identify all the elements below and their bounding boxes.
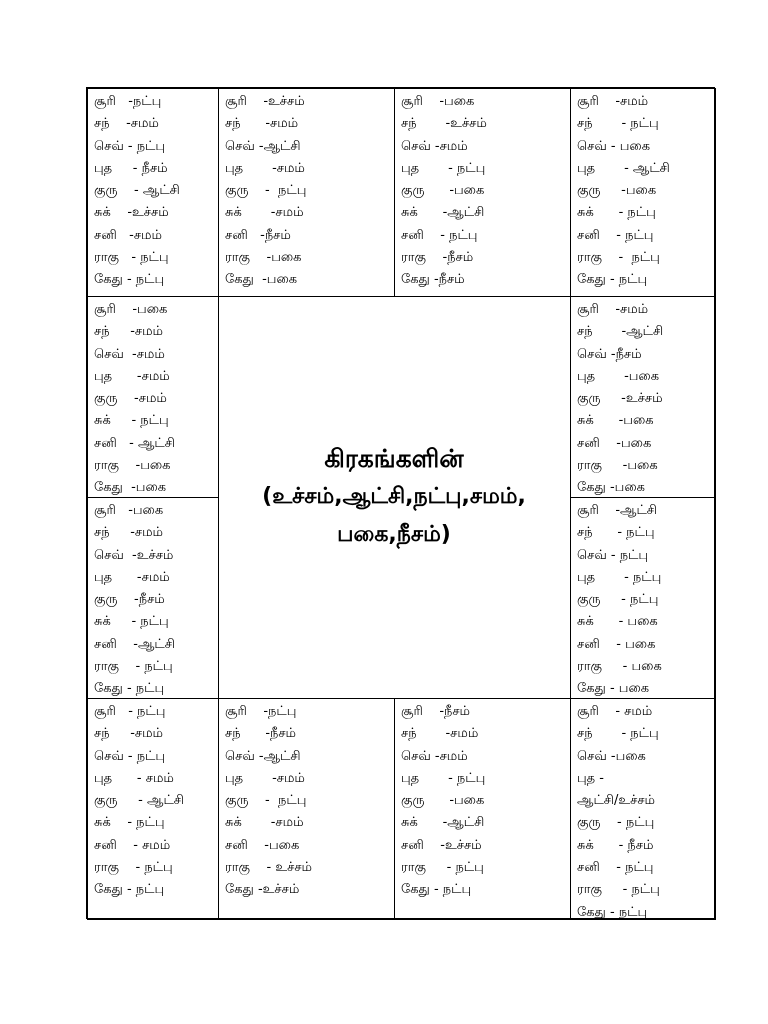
planet-status-line: சுக் - நட்பு bbox=[94, 815, 165, 831]
planet-status-line: செவ் -பகை bbox=[577, 748, 646, 764]
planet-status-line: செவ் -சமம் bbox=[94, 346, 165, 362]
planet-status-line: சனி - நட்பு bbox=[577, 860, 654, 876]
house-cell bbox=[570, 296, 716, 498]
planet-status-line: சனி -பகை bbox=[577, 435, 652, 451]
planet-status-line: கேது - நட்பு bbox=[577, 904, 648, 920]
planet-status-line: சூரி -நீசம் bbox=[401, 704, 471, 719]
rasi-chart bbox=[86, 87, 715, 919]
planet-status-line: சூரி -நட்பு bbox=[94, 94, 162, 109]
planet-status-line: சனி -பகை bbox=[225, 837, 300, 853]
planet-status-line: சந் -நீசம் bbox=[225, 726, 297, 742]
planet-status-line: செவ் -ஆட்சி bbox=[225, 138, 301, 154]
planet-status-line: புத - நட்பு bbox=[401, 160, 486, 176]
planet-status-line: ராகு -பகை bbox=[577, 458, 658, 474]
planet-status-line: சூரி - நட்பு bbox=[94, 704, 166, 719]
planet-status-line: சனி - நட்பு bbox=[401, 227, 478, 243]
planet-status-line: சுக் - நட்பு bbox=[94, 413, 169, 429]
planet-status-line: குரு - ஆட்சி bbox=[94, 183, 180, 199]
planet-status-line: சனி -சமம் bbox=[94, 227, 162, 243]
chart-subtitle-line2: பகை,நீசம்) bbox=[337, 522, 451, 547]
planet-status-line: சுக் - பகை bbox=[577, 614, 658, 630]
planet-status-line: சனி - சமம் bbox=[94, 837, 171, 853]
planet-status-line: சந் -ஆட்சி bbox=[577, 324, 664, 340]
house-cell bbox=[570, 88, 716, 297]
planet-status-line: சூரி -சமம் bbox=[577, 302, 649, 317]
planet-status-line: சூரி -நட்பு bbox=[225, 704, 297, 719]
planet-status-line: சனி -உச்சம் bbox=[401, 837, 482, 853]
house-cell bbox=[218, 88, 395, 297]
planet-status-line: சுக் - நட்பு bbox=[577, 205, 656, 221]
planet-status-line: செவ் - நட்பு bbox=[94, 748, 166, 764]
planet-status-line: குரு -உச்சம் bbox=[577, 391, 663, 407]
planet-status-line: புத - ஆட்சி bbox=[577, 160, 670, 176]
planet-status-line: குரு -பகை bbox=[577, 183, 657, 199]
planet-status-line: புத - நட்பு bbox=[401, 770, 486, 786]
planet-status-line: புத -சமம் bbox=[225, 770, 305, 786]
planet-status-line: செவ் - பகை bbox=[577, 138, 651, 154]
planet-status-line: செவ் - நட்பு bbox=[577, 547, 649, 563]
planet-status-line: புத - நீசம் bbox=[94, 160, 168, 176]
planet-status-line: செவ் - நட்பு bbox=[94, 138, 166, 154]
planet-status-line: கேது - நட்பு bbox=[94, 882, 165, 898]
planet-status-line: சனி - பகை bbox=[577, 636, 656, 652]
planet-status-line: சூரி -உச்சம் bbox=[225, 94, 305, 109]
planet-status-line: குரு -சமம் bbox=[94, 391, 167, 407]
planet-status-line: புத -பகை bbox=[577, 368, 660, 384]
planet-status-line: சூரி -பகை bbox=[401, 94, 475, 109]
planet-status-line: சனி -ஆட்சி bbox=[94, 636, 175, 652]
planet-status-line: ராகு - நட்பு bbox=[401, 860, 484, 876]
planet-status-line: கேது -பகை bbox=[94, 480, 167, 496]
planet-status-line: சுக் -உச்சம் bbox=[94, 205, 169, 221]
planet-status-line: ராகு - நட்பு bbox=[577, 250, 660, 266]
planet-status-line: ராகு - பகை bbox=[577, 659, 662, 675]
planet-status-line: கேது - நட்பு bbox=[94, 272, 165, 288]
planet-status-line: குரு -நீசம் bbox=[94, 592, 165, 608]
house-cell bbox=[87, 296, 219, 498]
planet-status-line: செவ் -நீசம் bbox=[577, 346, 642, 362]
planet-status-line: செவ் -சமம் bbox=[401, 748, 468, 764]
planet-status-line: புத -சமம் bbox=[94, 569, 170, 585]
planet-status-line: சந் -சமம் bbox=[401, 726, 479, 742]
planet-status-line: சூரி - சமம் bbox=[577, 704, 653, 719]
planet-status-line: சந் -சமம் bbox=[225, 116, 299, 132]
planet-status-line: ராகு - உச்சம் bbox=[225, 860, 312, 876]
planet-status-line: குரு - நட்பு bbox=[577, 815, 655, 831]
planet-status-line: சனி -நீசம் bbox=[225, 227, 291, 243]
house-cell bbox=[394, 88, 571, 297]
planet-status-line: சூரி -பகை bbox=[94, 503, 164, 518]
planet-status-line: ராகு - நட்பு bbox=[94, 250, 169, 266]
planet-status-line: சந் -சமம் bbox=[94, 324, 164, 340]
planet-status-line: சந் -சமம் bbox=[94, 525, 164, 541]
planet-status-line: புத - சமம் bbox=[94, 770, 174, 786]
chart-title: கிரகங்களின் bbox=[324, 444, 464, 473]
house-cell bbox=[570, 698, 716, 920]
planet-status-line: சுக் -ஆட்சி bbox=[401, 205, 485, 221]
planet-status-line: கேது -பகை bbox=[225, 272, 298, 288]
planet-status-line: சூரி -ஆட்சி bbox=[577, 503, 657, 518]
planet-status-line: சந் -உச்சம் bbox=[401, 116, 487, 132]
planet-status-line: கேது -உச்சம் bbox=[225, 882, 300, 898]
planet-status-line: ராகு -நீசம் bbox=[401, 250, 474, 266]
planet-status-line: சந் - நட்பு bbox=[577, 726, 659, 742]
planet-status-line: சூரி -சமம் bbox=[577, 94, 649, 109]
planet-status-line: சுக் -சமம் bbox=[225, 815, 304, 831]
planet-status-line: சூரி -பகை bbox=[94, 302, 168, 317]
house-cell bbox=[218, 698, 395, 920]
planet-status-line: ராகு - நட்பு bbox=[94, 659, 173, 675]
house-cell bbox=[87, 88, 219, 297]
planet-status-line: குரு - நட்பு bbox=[225, 183, 307, 199]
planet-status-line: புத - நட்பு bbox=[577, 569, 662, 585]
planet-status-line: கேது - பகை bbox=[577, 681, 650, 697]
planet-status-line: சந் -சமம் bbox=[94, 726, 164, 742]
planet-status-line: குரு -பகை bbox=[401, 793, 485, 809]
planet-status-line: சுக் -பகை bbox=[577, 413, 654, 429]
house-cell bbox=[87, 497, 219, 699]
chart-title-box bbox=[218, 296, 570, 698]
planet-status-line: சுக் - நட்பு bbox=[94, 614, 169, 630]
planet-status-line: கேது -பகை bbox=[577, 480, 645, 496]
planet-status-line: ராகு -பகை bbox=[94, 458, 171, 474]
house-cell bbox=[570, 497, 716, 699]
planet-status-line: கேது -நீசம் bbox=[401, 272, 465, 288]
planet-status-line: செவ் -ஆட்சி bbox=[225, 748, 301, 764]
planet-status-line: குரு - ஆட்சி bbox=[94, 793, 184, 809]
planet-status-line: கேது - நட்பு bbox=[577, 272, 648, 288]
planet-status-line: கேது - நட்பு bbox=[94, 681, 165, 697]
planet-status-line: சுக் -ஆட்சி bbox=[401, 815, 485, 831]
planet-status-line: குரு - நட்பு bbox=[225, 793, 307, 809]
planet-status-line: செவ் -உச்சம் bbox=[94, 547, 174, 563]
planet-status-line: சுக் - நீசம் bbox=[577, 837, 654, 853]
planet-status-line: ராகு -பகை bbox=[225, 250, 302, 266]
planet-status-line: சந் - நட்பு bbox=[577, 525, 655, 541]
planet-status-line: ராகு - நட்பு bbox=[94, 860, 173, 876]
planet-status-line: புத -சமம் bbox=[94, 368, 170, 384]
planet-status-line: கேது - நட்பு bbox=[401, 882, 472, 898]
planet-status-line: ஆட்சி/உச்சம் bbox=[577, 793, 655, 809]
planet-status-line: புத -சமம் bbox=[225, 160, 305, 176]
planet-status-line: குரு -பகை bbox=[401, 183, 485, 199]
planet-status-line: சுக் -சமம் bbox=[225, 205, 304, 221]
house-cell bbox=[87, 698, 219, 920]
chart-subtitle-line1: (உச்சம்,ஆட்சி,நட்பு,சமம், bbox=[262, 484, 526, 509]
planet-status-line: ராகு - நட்பு bbox=[577, 882, 660, 898]
house-cell bbox=[394, 698, 571, 920]
planet-status-line: சந் -சமம் bbox=[94, 116, 159, 132]
planet-status-line: குரு - நட்பு bbox=[577, 592, 659, 608]
planet-status-line: சனி - ஆட்சி bbox=[94, 435, 175, 451]
planet-status-line: செவ் -சமம் bbox=[401, 138, 468, 154]
planet-status-line: சனி - நட்பு bbox=[577, 227, 654, 243]
planet-status-line: சந் - நட்பு bbox=[577, 116, 659, 132]
planet-status-line: புத - bbox=[577, 770, 604, 786]
